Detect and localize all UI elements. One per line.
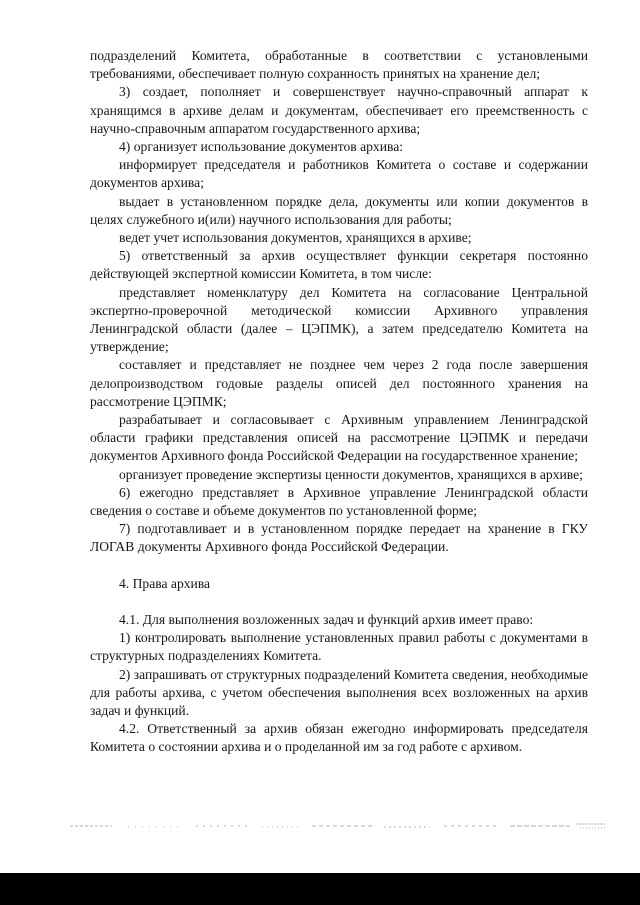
scan-bottom-border	[0, 873, 640, 905]
paragraph: информирует председателя и работников Комитета о составе и содержании документов архива;	[90, 157, 588, 191]
paragraph: 1) контролировать выполнение установленных правил работы с документами в структурных подразделениях Комитета.	[90, 630, 588, 664]
scan-artifact-line	[0, 816, 640, 836]
paragraph: ведет учет использования документов, хранящихся в архиве;	[119, 230, 472, 246]
paragraph: организует проведение экспертизы ценности документов, хранящихся в архиве;	[119, 466, 583, 482]
paragraph: 3) создает, пополняет и совершенствует научно-справочный аппарат к хранящимся в архиве делам и документам, обеспечивает его преемственность с научно-справочным аппаратом государственного архива;	[90, 84, 588, 136]
paragraph: разрабатывает и согласовывает с Архивным управлением Ленинградской области графики представления описей на рассмотрение ЦЭПМК и передачи документов Архивного фонда Российской Федерации на государственное хранение;	[90, 412, 588, 464]
paragraph: представляет номенклатуру дел Комитета на согласование Центральной экспертно-проверочной методической комиссии Архивного управления Ленинградской области (далее – ЦЭПМК), а затем председателю Комитета на утверждение;	[90, 284, 588, 355]
paragraph: 4.1. Для выполнения возложенных задач и функций архив имеет право:	[119, 611, 534, 627]
paragraph: подразделений Комитета, обработанные в соответствии с установлеными требованиями, обеспечивает полную сохранность принятых на хранение дел;	[90, 48, 588, 82]
paragraph: 2) запрашивать от структурных подразделений Комитета сведения, необходимые для работы архива, с учетом обеспечения выполнения всех возложенных на архив задач и функций.	[90, 666, 588, 718]
paragraph: 4.2. Ответственный за архив обязан ежегодно информировать председателя Комитета о состоянии архива и о проделанной им за год работе с архивом.	[90, 721, 588, 755]
paragraph: 5) ответственный за архив осуществляет функции секретаря постоянно действующей экспертной комиссии Комитета, в том числе:	[90, 248, 588, 282]
document-body	[90, 47, 588, 757]
section-heading: 4. Права архива	[119, 575, 211, 591]
paragraph: 7) подготавливает и в установленном порядке передает на хранение в ГКУ ЛОГАВ документы Архивного фонда Российской Федерации.	[90, 521, 588, 555]
paragraph: составляет и представляет не позднее чем через 2 года после завершения делопроизводством годовые разделы описей дел постоянного хранения на рассмотрение ЦЭПМК;	[90, 357, 588, 409]
paragraph: выдает в установленном порядке дела, документы или копии документов в целях служебного и(или) научного использования для работы;	[90, 193, 588, 227]
paragraph: 4) организует использование документов архива:	[119, 139, 404, 155]
paragraph: 6) ежегодно представляет в Архивное управление Ленинградской области сведения о составе и объеме документов по установленной форме;	[90, 484, 588, 519]
